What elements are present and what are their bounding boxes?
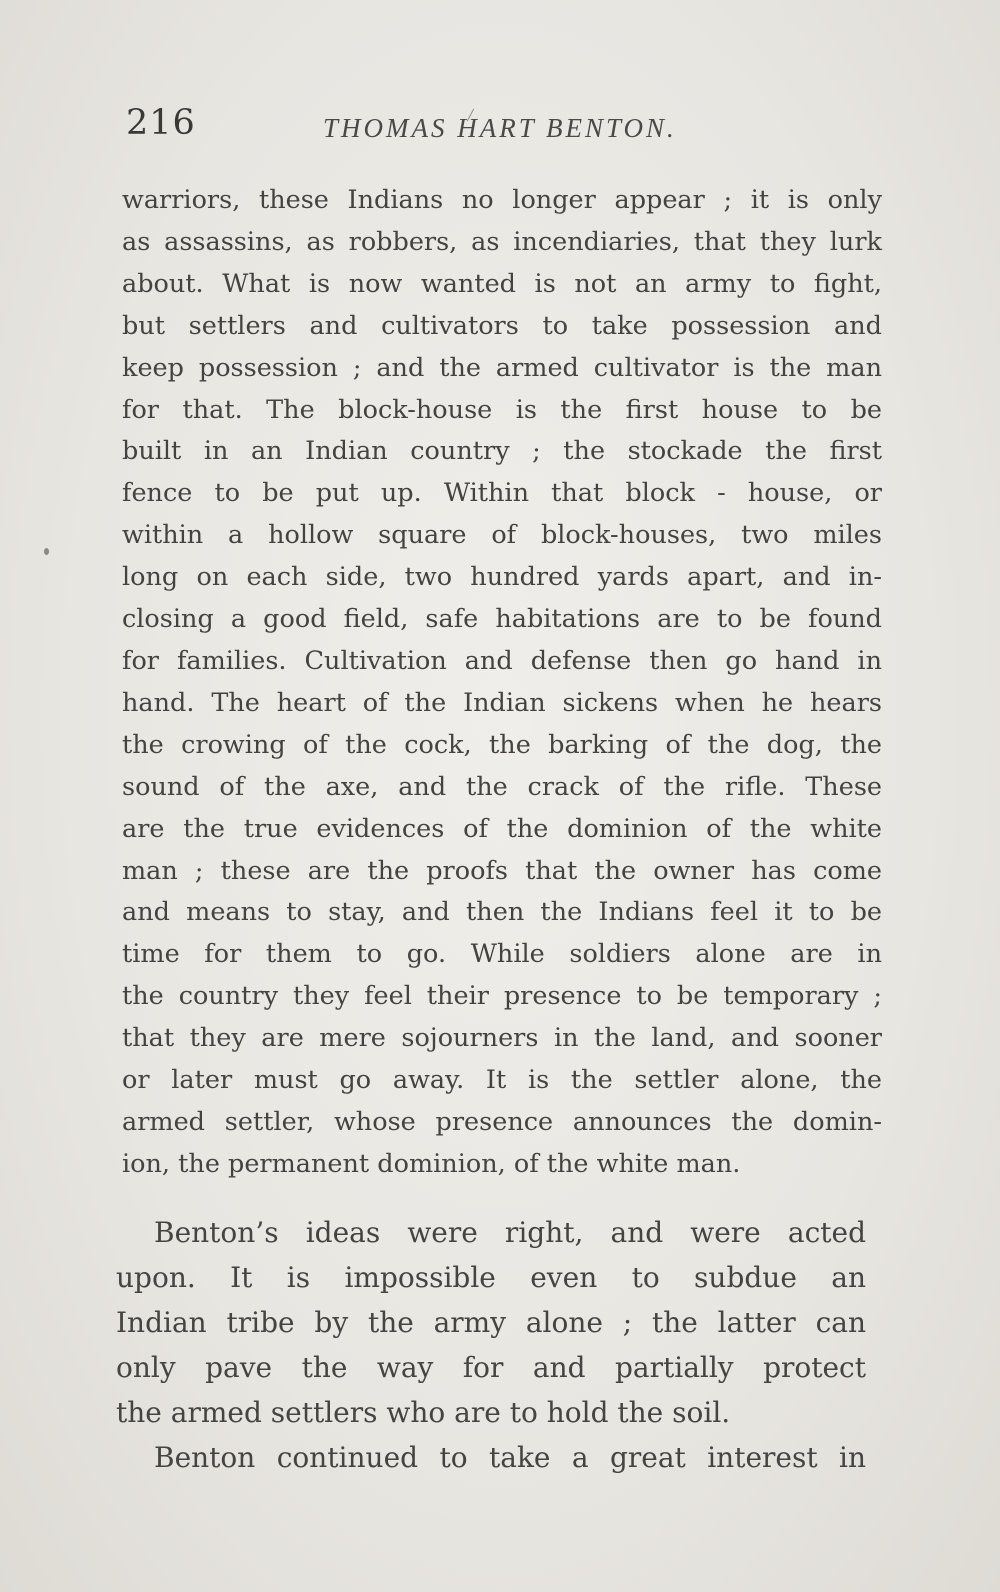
quote-line: within a hollow square of block-houses, two miles	[122, 520, 882, 551]
quote-line: warriors, these Indians no longer appear ; it is only	[122, 185, 882, 215]
page-header	[126, 103, 886, 153]
quote-line: fence to be put up. Within that block - house, or	[122, 478, 882, 509]
quote-line: the country they feel their presence to be temporary ;	[122, 981, 882, 1012]
quote-line: long on each side, two hundred yards apart, and in-	[122, 562, 882, 593]
quoted-passage	[122, 180, 882, 1186]
running-title: THOMAS HART BENTON.	[323, 113, 677, 143]
quote-line: and means to stay, and then the Indians feel it to be	[122, 897, 882, 928]
quote-line: as assassins, as robbers, as incendiaries, that they lurk	[122, 226, 882, 257]
paragraph-line: only pave the way for and partially protect	[116, 1351, 866, 1384]
quote-line: man ; these are the proofs that the owner has come	[122, 855, 882, 886]
paragraph-line: Benton continued to take a great interest in	[154, 1441, 866, 1474]
quote-line: or later must go away. It is the settler alone, the	[122, 1065, 882, 1096]
paper-speck	[44, 548, 49, 555]
body-text	[116, 1210, 866, 1480]
quote-line: time for them to go. While soldiers alone are in	[122, 939, 882, 970]
paragraph-line: the armed settlers who are to hold the soil.	[116, 1396, 731, 1429]
quote-line: but settlers and cultivators to take possession and	[122, 310, 882, 341]
paragraph-line: Indian tribe by the army alone ; the latter can	[116, 1306, 866, 1339]
quote-line: keep possession ; and the armed cultivator is the man	[122, 352, 882, 383]
quote-line: closing a good field, safe habitations are to be found	[122, 604, 882, 635]
quote-line: about. What is now wanted is not an army to fight,	[122, 268, 882, 299]
page-number: 216	[126, 103, 196, 143]
quote-line: are the true evidences of the dominion of the white	[122, 813, 882, 844]
paragraph	[116, 1210, 866, 1435]
quote-line: that they are mere sojourners in the land, and sooner	[122, 1023, 882, 1054]
quote-line: for that. The block-house is the first house to be	[122, 394, 882, 425]
paragraph-line: Benton’s ideas were right, and were acted	[154, 1216, 866, 1249]
quote-line: hand. The heart of the Indian sickens when he hears	[122, 687, 882, 718]
quote-line: sound of the axe, and the crack of the rifle. These	[122, 771, 882, 802]
quote-line: armed settler, whose presence announces the domin-	[122, 1106, 882, 1137]
paragraph-line: upon. It is impossible even to subdue an	[116, 1261, 866, 1294]
quote-line: for families. Cultivation and defense then go hand in	[122, 645, 882, 676]
quote-line: the crowing of the cock, the barking of the dog, the	[122, 729, 882, 760]
paragraph	[116, 1435, 866, 1480]
quote-line: ion, the permanent dominion, of the white man.	[122, 1148, 741, 1179]
quote-line: built in an Indian country ; the stockade the first	[122, 436, 882, 467]
